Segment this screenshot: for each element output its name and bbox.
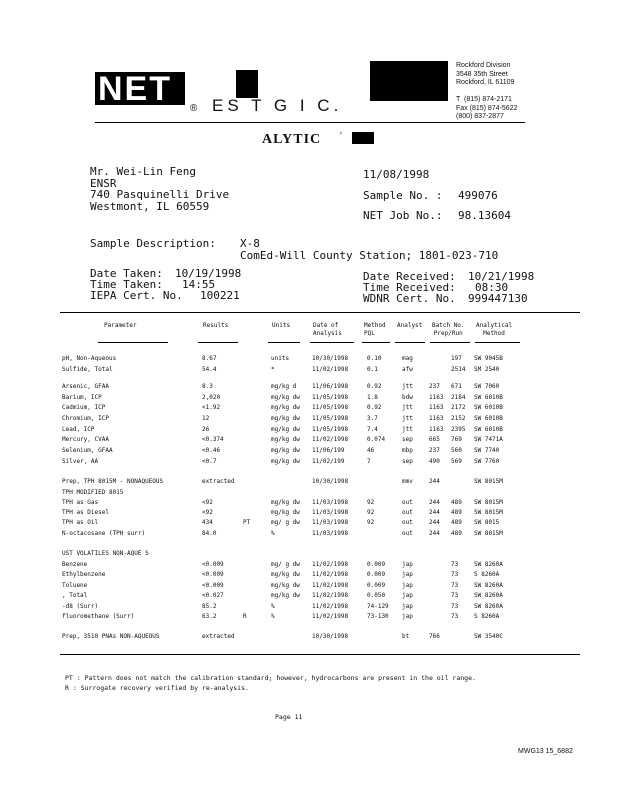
client-name: Mr. Wei-Lin Feng bbox=[90, 165, 196, 178]
footnote-rule bbox=[60, 654, 580, 655]
document-id: MWG13 15_6882 bbox=[518, 748, 573, 755]
table-cell-r: <0.46 bbox=[202, 447, 221, 454]
table-cell-q: 0.074 bbox=[367, 436, 386, 443]
header-underline bbox=[98, 342, 168, 343]
table-cell-b2: 73 bbox=[451, 613, 459, 620]
table-cell-p: TPH as Diesel bbox=[62, 509, 109, 516]
table-cell-r: 12 bbox=[202, 415, 210, 422]
table-cell-m: SW 6010B bbox=[474, 394, 503, 401]
table-cell-d: 10/30/1998 bbox=[312, 478, 349, 485]
table-cell-b1: 244 bbox=[429, 478, 440, 485]
table-cell-r: 8.67 bbox=[202, 355, 217, 362]
table-cell-a: jtt bbox=[402, 415, 413, 422]
redaction-block bbox=[236, 70, 258, 98]
table-cell-q: 7 bbox=[367, 458, 371, 465]
table-cell-u: mg/kg dw bbox=[271, 592, 300, 599]
table-cell-a: jtt bbox=[402, 404, 413, 411]
col-header-method: Analytical Method bbox=[476, 322, 513, 337]
table-cell-r: 26 bbox=[202, 426, 210, 433]
net-logo: NET bbox=[98, 70, 172, 108]
table-cell-b1: 237 bbox=[429, 383, 440, 390]
table-cell-m: SW 6010B bbox=[474, 415, 503, 422]
table-cell-u: mg/kg dw bbox=[271, 582, 300, 589]
col-header-batch: Batch No. Prep/Run bbox=[432, 322, 465, 337]
table-cell-a: mbp bbox=[402, 447, 413, 454]
table-cell-f: PT bbox=[243, 519, 251, 526]
table-cell-b1: 237 bbox=[429, 447, 440, 454]
table-cell-d: 11/02/1998 bbox=[312, 582, 349, 589]
table-cell-a: out bbox=[402, 499, 413, 506]
table-cell-q: 92 bbox=[367, 519, 375, 526]
table-cell-d: 11/02/1998 bbox=[312, 571, 349, 578]
table-cell-d: 11/03/1998 bbox=[312, 499, 349, 506]
table-cell-d: 11/05/1998 bbox=[312, 415, 349, 422]
division-line: Fax (815) 874-5622 bbox=[456, 104, 518, 112]
table-cell-q: 46 bbox=[367, 447, 375, 454]
table-cell-p: TPH as Oil bbox=[62, 519, 99, 526]
table-cell-q: 0.1 bbox=[367, 366, 378, 373]
table-cell-r: <0.009 bbox=[202, 582, 224, 589]
header-rule bbox=[95, 122, 525, 123]
table-cell-m: SW 8260A bbox=[474, 592, 503, 599]
table-cell-m: SW 8260A bbox=[474, 561, 503, 568]
table-cell-b2: 2395 bbox=[451, 426, 466, 433]
table-cell-q: 0.10 bbox=[367, 355, 382, 362]
date-taken-value: 10/19/1998 bbox=[175, 267, 242, 280]
table-cell-a: jap bbox=[402, 613, 413, 620]
table-cell-b1: 766 bbox=[429, 633, 440, 640]
table-cell-q: 1.8 bbox=[367, 394, 378, 401]
table-cell-a: jtt bbox=[402, 383, 413, 390]
table-cell-u: mg/kg dw bbox=[271, 571, 300, 578]
table-cell-b1: 1163 bbox=[429, 404, 444, 411]
table-cell-b2: 489 bbox=[451, 519, 462, 526]
table-cell-m: SW 8260A bbox=[474, 603, 503, 610]
header-underline bbox=[198, 342, 238, 343]
table-cell-d: 11/02/1998 bbox=[312, 603, 349, 610]
report-title: ALYTIC bbox=[262, 132, 322, 147]
table-cell-a: out bbox=[402, 530, 413, 537]
table-cell-q: 0.009 bbox=[367, 561, 386, 568]
table-cell-m: SW 8015 bbox=[474, 519, 500, 526]
table-cell-r: <0.374 bbox=[202, 436, 224, 443]
table-cell-u: mg/kg dw bbox=[271, 447, 300, 454]
table-cell-b2: 489 bbox=[451, 499, 462, 506]
time-taken-value: 14:55 bbox=[182, 278, 216, 291]
sample-description-label: Sample Description: bbox=[90, 237, 216, 250]
table-cell-q: 0.92 bbox=[367, 383, 382, 390]
table-cell-u: mg/kg dw bbox=[271, 458, 300, 465]
table-cell-u: mg/kg dw bbox=[271, 394, 300, 401]
table-cell-r: <0.027 bbox=[202, 592, 224, 599]
table-cell-b1: 665 bbox=[429, 436, 440, 443]
table-cell-b2: 2172 bbox=[451, 404, 466, 411]
division-line: (800) 837-2877 bbox=[456, 113, 504, 120]
table-cell-a: bt bbox=[402, 633, 410, 640]
footnote-pt: PT : Pattern does not match the calibration standard; however, hydrocarbons are present in the oil range. bbox=[65, 674, 476, 682]
table-cell-m: SW 8015M bbox=[474, 478, 503, 485]
table-cell-u: mg/kg dw bbox=[271, 499, 300, 506]
table-cell-r: <92 bbox=[202, 499, 213, 506]
table-cell-a: jap bbox=[402, 582, 413, 589]
table-cell-m: SW 7471A bbox=[474, 436, 503, 443]
table-cell-d: 10/30/1998 bbox=[312, 633, 349, 640]
table-cell-r: 8.3 bbox=[202, 383, 213, 390]
table-cell-p: Prep, 3510 PNAs NON-AQUEOUS bbox=[62, 633, 160, 640]
table-cell-u: mg/kg dw bbox=[271, 509, 300, 516]
table-cell-q: 74-129 bbox=[367, 603, 389, 610]
table-cell-q: 0.92 bbox=[367, 404, 382, 411]
table-cell-b2: 2184 bbox=[451, 394, 466, 401]
table-cell-p: TPH as Gas bbox=[62, 499, 99, 506]
table-cell-a: jap bbox=[402, 592, 413, 599]
table-cell-p: Silver, AA bbox=[62, 458, 99, 465]
time-received-label: Time Received: bbox=[363, 281, 456, 294]
table-cell-m: SW 7060 bbox=[474, 383, 500, 390]
table-cell-b1: 244 bbox=[429, 530, 440, 537]
time-taken-label: Time Taken: bbox=[90, 278, 163, 291]
table-cell-p: UST VOLATILES NON-AQUE S bbox=[62, 550, 149, 557]
table-cell-u: mg/ g dw bbox=[271, 519, 300, 526]
table-cell-m: SW 9045B bbox=[474, 355, 503, 362]
client-company: ENSR bbox=[90, 176, 117, 190]
header-underline bbox=[395, 342, 425, 343]
table-cell-d: 11/02/1998 bbox=[312, 592, 349, 599]
wdnr-cert-label: WDNR Cert. No. bbox=[363, 292, 456, 305]
col-header-date: Date of Analysis bbox=[313, 322, 342, 337]
table-cell-b1: 1163 bbox=[429, 394, 444, 401]
table-cell-m: SW 7740 bbox=[474, 447, 500, 454]
time-received-value: 08:30 bbox=[475, 281, 509, 294]
redaction-block bbox=[370, 61, 448, 101]
table-cell-b2: 489 bbox=[451, 530, 462, 537]
table-cell-d: 11/02/1998 bbox=[312, 366, 349, 373]
table-cell-a: afw bbox=[402, 366, 413, 373]
division-address bbox=[456, 62, 517, 122]
table-cell-b2: 671 bbox=[451, 383, 462, 390]
table-cell-b2: 73 bbox=[451, 571, 459, 578]
table-cell-u: % bbox=[271, 530, 275, 537]
table-cell-b2: 73 bbox=[451, 582, 459, 589]
table-cell-a: out bbox=[402, 509, 413, 516]
table-cell-u: % bbox=[271, 603, 275, 610]
table-cell-u: mg/ g dw bbox=[271, 561, 300, 568]
table-cell-b1: 244 bbox=[429, 509, 440, 516]
table-cell-a: bdw bbox=[402, 394, 413, 401]
job-no-label: NET Job No.: bbox=[363, 209, 443, 222]
table-top-rule bbox=[60, 312, 580, 313]
division-line: Rockford Division bbox=[456, 62, 511, 69]
iepa-cert-label: IEPA Cert. No. bbox=[90, 289, 183, 302]
table-cell-p: Sulfide, Total bbox=[62, 366, 113, 373]
table-cell-d: 11/05/1998 bbox=[312, 404, 349, 411]
table-cell-q: 92 bbox=[367, 509, 375, 516]
table-cell-r: <0.009 bbox=[202, 571, 224, 578]
table-cell-d: 11/02/1998 bbox=[312, 561, 349, 568]
table-cell-p: Benzene bbox=[62, 561, 88, 568]
table-cell-r: <1.92 bbox=[202, 404, 221, 411]
table-cell-u: * bbox=[271, 366, 275, 373]
table-cell-a: mag bbox=[402, 355, 413, 362]
col-header-analyst: Analyst bbox=[397, 322, 423, 329]
table-cell-d: 11/02/199 bbox=[312, 458, 345, 465]
table-cell-d: 11/06/1998 bbox=[312, 383, 349, 390]
table-cell-r: <92 bbox=[202, 509, 213, 516]
table-cell-p: , Total bbox=[62, 592, 88, 599]
table-cell-b1: 244 bbox=[429, 519, 440, 526]
table-cell-d: 11/02/1998 bbox=[312, 613, 349, 620]
table-cell-m: SW 6010B bbox=[474, 426, 503, 433]
table-cell-p: TPH MODIFIED 8015 bbox=[62, 489, 124, 496]
table-cell-p: Chromium, ICP bbox=[62, 415, 109, 422]
table-cell-a: jap bbox=[402, 571, 413, 578]
header-underline bbox=[362, 342, 390, 343]
table-cell-p: Ethylbenzene bbox=[62, 571, 106, 578]
table-cell-p: Prep, TPH 8015M - NONAQUEOUS bbox=[62, 478, 164, 485]
table-cell-p: -d8 (Surr) bbox=[62, 603, 99, 610]
table-cell-b2: 73 bbox=[451, 561, 459, 568]
sample-description-site: ComEd-Will County Station; 1801-023-710 bbox=[240, 249, 499, 262]
page-number: Page 11 bbox=[275, 713, 303, 721]
division-line: 3548 35th Street bbox=[456, 70, 508, 78]
sample-description-id: X-8 bbox=[240, 237, 260, 250]
col-header-results: Results bbox=[203, 322, 229, 329]
table-cell-m: SW 7760 bbox=[474, 458, 500, 465]
table-cell-d: 10/30/1998 bbox=[312, 355, 349, 362]
table-cell-m: SW 6010B bbox=[474, 404, 503, 411]
table-cell-a: jap bbox=[402, 561, 413, 568]
table-cell-u: % bbox=[271, 613, 275, 620]
table-cell-u: mg/kg d bbox=[271, 383, 297, 390]
iepa-cert-value: 100221 bbox=[200, 289, 240, 302]
table-cell-b2: 197 bbox=[451, 355, 462, 362]
table-cell-p: Selenium, GFAA bbox=[62, 447, 113, 454]
header-underline bbox=[475, 342, 520, 343]
header-underline bbox=[268, 342, 300, 343]
table-cell-p: Mercury, CVAA bbox=[62, 436, 109, 443]
title-mark: ' bbox=[340, 131, 342, 142]
table-cell-d: 11/02/1998 bbox=[312, 436, 349, 443]
table-cell-r: 63.2 bbox=[202, 613, 217, 620]
table-cell-u: mg/kg dw bbox=[271, 436, 300, 443]
registered-mark: ® bbox=[190, 103, 198, 114]
job-no-value: 98.13604 bbox=[458, 209, 511, 222]
table-cell-r: extracted bbox=[202, 478, 235, 485]
table-cell-b1: 244 bbox=[429, 499, 440, 506]
table-cell-b2: 73 bbox=[451, 592, 459, 599]
table-cell-r: 54.4 bbox=[202, 366, 217, 373]
table-cell-p: pH, Non-Aqueous bbox=[62, 355, 117, 362]
table-cell-r: 434 bbox=[202, 519, 213, 526]
client-street: 740 Pasquinelli Drive bbox=[90, 188, 230, 201]
table-cell-a: sep bbox=[402, 458, 413, 465]
table-cell-p: Barium, ICP bbox=[62, 394, 102, 401]
table-cell-u: mg/kg dw bbox=[271, 426, 300, 433]
table-cell-m: S 8260A bbox=[474, 571, 500, 578]
table-cell-m: SW 8015M bbox=[474, 530, 503, 537]
table-cell-u: units bbox=[271, 355, 290, 362]
table-cell-a: sep bbox=[402, 436, 413, 443]
division-line bbox=[456, 88, 517, 97]
table-cell-b2: 2514 bbox=[451, 366, 466, 373]
client-address bbox=[90, 166, 229, 212]
table-cell-d: 11/03/1998 bbox=[312, 509, 349, 516]
table-cell-a: mmv bbox=[402, 478, 413, 485]
table-cell-q: 0.050 bbox=[367, 592, 386, 599]
table-cell-u: mg/kg dw bbox=[271, 415, 300, 422]
sample-no-value: 499076 bbox=[458, 189, 498, 202]
col-header-units: Units bbox=[272, 322, 291, 329]
division-line: T (815) 874-2171 bbox=[456, 96, 512, 103]
table-cell-b2: 769 bbox=[451, 436, 462, 443]
table-cell-d: 11/05/1998 bbox=[312, 394, 349, 401]
table-cell-b2: 560 bbox=[451, 447, 462, 454]
table-cell-a: jap bbox=[402, 603, 413, 610]
sample-no-label: Sample No. : bbox=[363, 189, 443, 202]
col-header-parameter: Parameter bbox=[104, 322, 137, 329]
table-cell-b2: 489 bbox=[451, 509, 462, 516]
table-cell-q: 7.4 bbox=[367, 426, 378, 433]
redaction-block bbox=[352, 132, 374, 144]
header-underline bbox=[310, 342, 354, 343]
table-cell-b2: 73 bbox=[451, 603, 459, 610]
date-taken-label: Date Taken: bbox=[90, 267, 163, 280]
table-cell-b2: 569 bbox=[451, 458, 462, 465]
table-cell-p: Toluene bbox=[62, 582, 88, 589]
table-cell-m: SW 8015M bbox=[474, 499, 503, 506]
table-cell-r: extracted bbox=[202, 633, 235, 640]
division-line: Rockford, IL 61109 bbox=[456, 79, 515, 86]
table-cell-m: SW 8015M bbox=[474, 509, 503, 516]
table-cell-d: 11/03/1998 bbox=[312, 530, 349, 537]
table-cell-p: N-octacosane (TPH surr) bbox=[62, 530, 146, 537]
table-cell-m: SW 3540C bbox=[474, 633, 503, 640]
wdnr-cert-value: 999447130 bbox=[468, 292, 528, 305]
table-cell-p: Arsenic, GFAA bbox=[62, 383, 109, 390]
footnote-r: R : Surrogate recovery verified by re-analysis. bbox=[65, 684, 249, 692]
col-header-method-pql: Method PQL bbox=[364, 322, 386, 337]
date-received-value: 10/21/1998 bbox=[468, 270, 535, 283]
table-cell-m: SW 8260A bbox=[474, 582, 503, 589]
table-cell-b1: 1163 bbox=[429, 415, 444, 422]
table-cell-a: jtt bbox=[402, 426, 413, 433]
table-cell-p: Cadmium, ICP bbox=[62, 404, 106, 411]
table-cell-r: 85.2 bbox=[202, 603, 217, 610]
table-cell-b1: 1163 bbox=[429, 426, 444, 433]
report-date: 11/08/1998 bbox=[363, 168, 430, 181]
table-cell-d: 11/03/1998 bbox=[312, 519, 349, 526]
table-cell-m: SM 2540 bbox=[474, 366, 500, 373]
table-cell-q: 0.009 bbox=[367, 571, 386, 578]
table-cell-r: 84.0 bbox=[202, 530, 217, 537]
table-cell-r: <0.009 bbox=[202, 561, 224, 568]
table-cell-q: 3.7 bbox=[367, 415, 378, 422]
table-cell-p: fluoromethane (Surr) bbox=[62, 613, 135, 620]
table-cell-b1: 490 bbox=[429, 458, 440, 465]
header-underline bbox=[430, 342, 470, 343]
table-cell-q: 92 bbox=[367, 499, 375, 506]
table-cell-r: 2,020 bbox=[202, 394, 221, 401]
table-cell-q: 73-130 bbox=[367, 613, 389, 620]
table-cell-u: mg/kg dw bbox=[271, 404, 300, 411]
table-cell-q: 0.009 bbox=[367, 582, 386, 589]
company-tagline: ES T G I C. bbox=[212, 96, 343, 115]
table-cell-d: 11/05/1998 bbox=[312, 426, 349, 433]
table-cell-p: Lead, ICP bbox=[62, 426, 95, 433]
table-cell-a: out bbox=[402, 519, 413, 526]
table-cell-d: 11/06/199 bbox=[312, 447, 345, 454]
table-cell-m: S 8260A bbox=[474, 613, 500, 620]
table-cell-f: R bbox=[243, 613, 247, 620]
table-cell-r: <0.7 bbox=[202, 458, 217, 465]
table-cell-b2: 2152 bbox=[451, 415, 466, 422]
date-received-label: Date Received: bbox=[363, 270, 456, 283]
client-city: Westmont, IL 60559 bbox=[90, 199, 210, 213]
